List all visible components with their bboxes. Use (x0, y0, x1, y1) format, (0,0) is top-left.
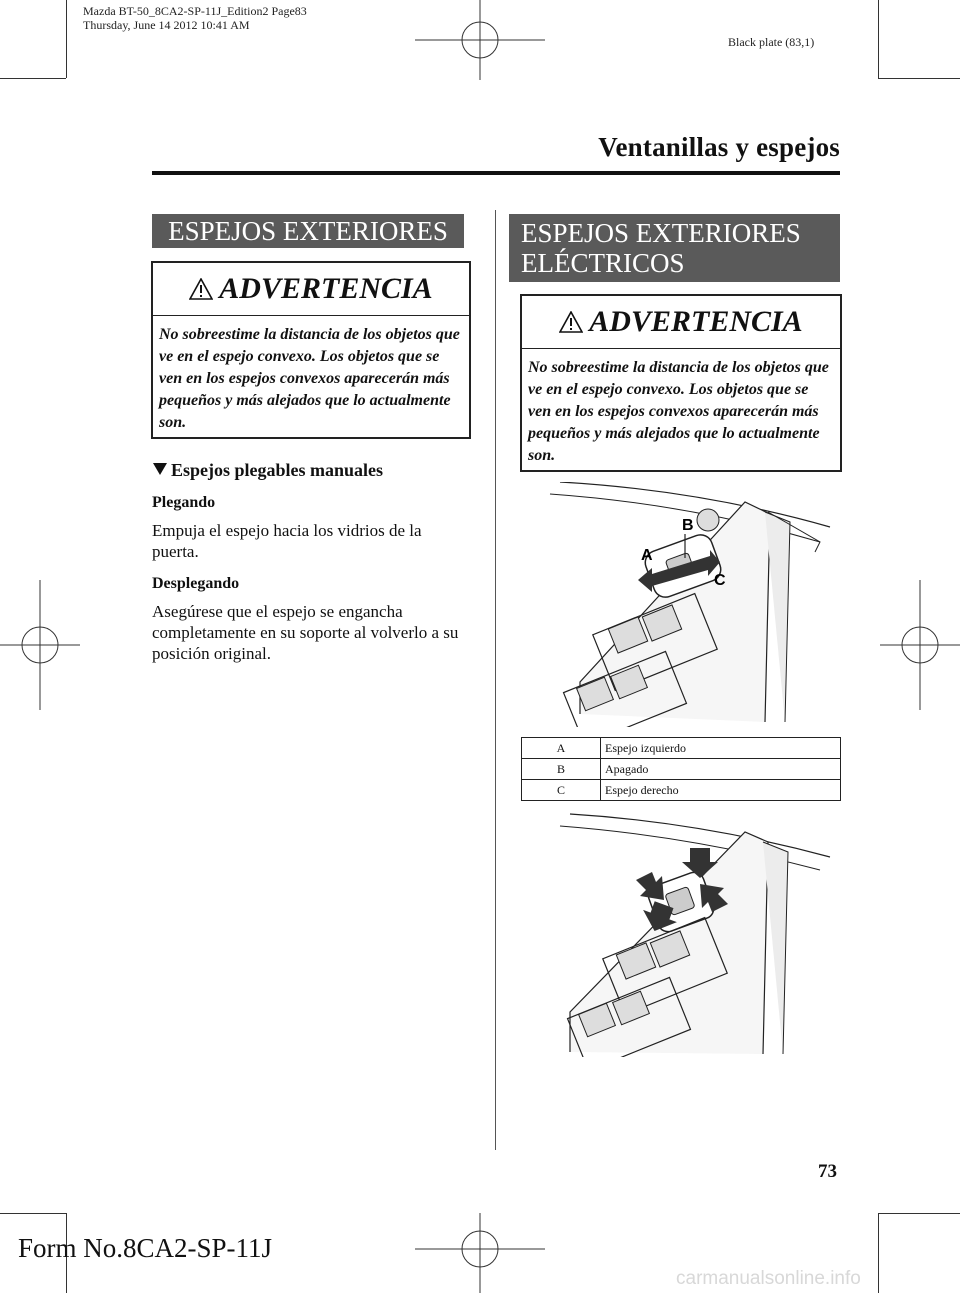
legend-value: Espejo izquierdo (601, 738, 841, 759)
folding-label: Plegando (152, 494, 216, 511)
section-title-text: ESPEJOS EXTERIORES (168, 216, 448, 246)
table-row (522, 759, 841, 780)
warning-heading (153, 263, 469, 316)
crop-mark (878, 1213, 879, 1293)
triangle-bullet-icon (153, 463, 167, 475)
warning-heading-text: ADVERTENCIA (219, 272, 433, 305)
legend-key: A (522, 738, 601, 759)
page-number: 73 (818, 1161, 837, 1182)
running-title: Ventanillas y espejos (598, 132, 840, 162)
plate-label: Black plate (83,1) (728, 35, 815, 49)
warning-box-right (520, 294, 842, 472)
form-number: Form No.8CA2-SP-11J (18, 1233, 273, 1263)
table-row (522, 780, 841, 801)
mirror-adjust-figure (540, 812, 840, 1057)
table-row (522, 738, 841, 759)
watermark: carmanualsonline.info (676, 1268, 861, 1289)
warning-text: No sobreestime la distancia de los objetos que ve en el espejo convexo. Los objetos que se ven en los espejos convexos aparecerán más pequeños y más alejados que lo actualmente son. (528, 359, 829, 464)
section-title-line1: ESPEJOS EXTERIORES (521, 218, 801, 248)
legend-key: C (522, 780, 601, 801)
column-divider (495, 210, 496, 1150)
crop-mark (0, 1213, 66, 1214)
legend-table (521, 737, 841, 801)
subheading-text: Espejos plegables manuales (171, 460, 384, 480)
unfolding-label: Desplegando (152, 575, 240, 592)
warning-triangle-icon (559, 311, 583, 333)
folding-text: Empuja el espejo hacia los vidrios de la puerta. (152, 521, 422, 561)
crop-mark (0, 78, 66, 79)
legend-value: Apagado (601, 759, 841, 780)
callout-b: B (682, 517, 694, 534)
warning-text: No sobreestime la distancia de los objetos que ve en el espejo convexo. Los objetos que se ven en los espejos convexos aparecerán más pequeños y más alejados que lo actualmente son. (159, 326, 460, 431)
slug-line-2: Thursday, June 14 2012 10:41 AM (83, 18, 250, 32)
warning-triangle-icon (189, 278, 213, 300)
crop-mark (878, 78, 960, 79)
header-rule (152, 171, 840, 175)
section-title-line2: ELÉCTRICOS (521, 248, 685, 278)
crop-mark (878, 1213, 960, 1214)
unfolding-text: Asegúrese que el espejo se engancha completamente en su soporte al volverlo a su posición original. (152, 602, 459, 663)
callout-c: C (714, 572, 726, 589)
crop-mark (878, 0, 879, 78)
warning-box-left (151, 261, 471, 439)
registration-mark-right (880, 580, 960, 710)
legend-key: B (522, 759, 601, 780)
registration-mark-top (415, 0, 545, 80)
print-slug (83, 4, 307, 32)
callout-a: A (641, 547, 653, 564)
registration-mark-left (0, 580, 80, 710)
crop-mark (66, 0, 67, 78)
slug-line-1: Mazda BT-50_8CA2-SP-11J_Edition2 Page83 (83, 4, 307, 18)
mirror-switch-figure (520, 482, 840, 727)
subheading-manual-folding (153, 460, 383, 481)
section-title-right (509, 214, 840, 282)
section-title-left (152, 214, 464, 248)
warning-heading (522, 296, 840, 349)
legend-value: Espejo derecho (601, 780, 841, 801)
registration-mark-bottom (415, 1213, 545, 1293)
warning-heading-text: ADVERTENCIA (589, 305, 803, 338)
